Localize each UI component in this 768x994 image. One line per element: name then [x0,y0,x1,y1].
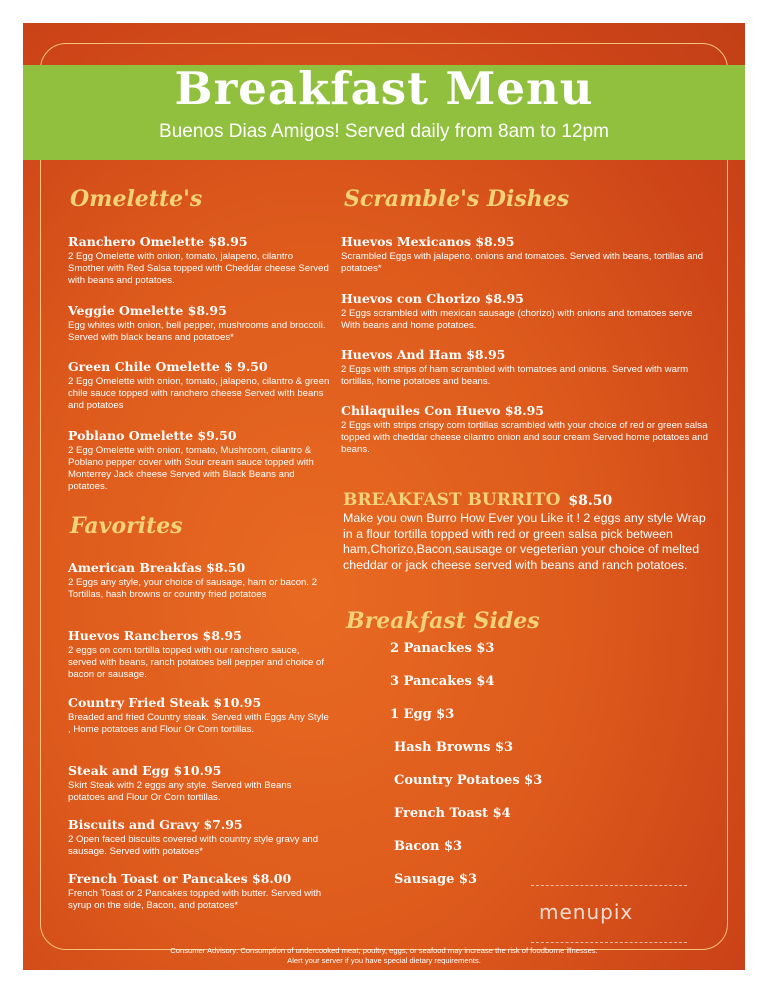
advisory-line: Alert your server if you have special dietary requirements. [287,956,481,965]
menu-item [68,359,330,412]
menu-tagline: Buenos Dias Amigos! Served daily from 8am to 12pm [159,121,609,142]
side-item: 3 Pancakes $4 [390,674,495,689]
scrambles-heading: Scramble's Dishes [344,186,570,212]
logo-text: menupix [539,900,634,924]
favorites-heading: Favorites [70,513,183,539]
item-desc: 2 Eggs with strips of ham scrambled with tomatoes and onions. Served with warm tortillas, home potatoes and beans. [341,364,689,387]
item-desc: Skirt Steak with 2 eggs any style. Served with Beans potatoes and Flour Or Corn tortillas. [68,780,292,803]
item-desc: 2 Eggs with strips crispy corn tortillas scrambled with your choice of red or green salsa topped with cheddar cheese cilantro onion and sour cream Served home potatoes and beans. [341,420,708,455]
menu-item [68,817,330,858]
menu-item [68,763,330,804]
menu-item [341,291,713,332]
item-name: Green Chile Omelette $ 9.50 [68,359,268,374]
item-desc: 2 eggs on corn tortilla topped with our ranchero sauce, served with beans, ranch potatoes bell pepper and choice of bacon or sausage. [68,645,325,680]
item-name: Huevos Rancheros $8.95 [68,628,242,643]
menu-item [341,234,713,275]
menu-item [68,871,330,912]
burrito-title [343,490,612,510]
side-item: Country Potatoes $3 [394,773,543,788]
menu-card [23,23,745,970]
item-name: Veggie Omelette $8.95 [68,303,227,318]
side-item: Bacon $3 [394,839,463,854]
menu-item [341,347,713,388]
item-name: Biscuits and Gravy $7.95 [68,817,243,832]
burrito-price: $8.50 [568,493,613,509]
side-item: Sausage $3 [394,872,477,887]
item-desc: French Toast or 2 Pancakes topped with butter. Served with syrup on the side, Bacon, and potatoes* [68,888,322,911]
sides-heading: Breakfast Sides [346,608,540,634]
item-desc: 2 Egg Omelette with onion, tomato, jalapeno, cilantro & green chile sauce topped with ranchero cheese Served with beans and potatoes [68,376,330,411]
item-desc: 2 Eggs any style, your choice of sausage, ham or bacon. 2 Tortillas, hash browns or country fried potatoes [68,577,318,600]
menu-item [68,695,330,736]
menu-item [68,628,330,681]
item-desc: 2 Eggs scrambled with mexican sausage (chorizo) with onions and tomatoes serve With beans and home potatoes. [341,308,693,331]
item-desc: 2 Open faced biscuits covered with country style gravy and sausage. Served with potatoes* [68,834,319,857]
item-name: Chilaquiles Con Huevo $8.95 [341,403,544,418]
menu-title: Breakfast Menu [174,62,594,115]
side-item: Hash Browns $3 [394,740,514,755]
item-desc: 2 Egg Omelette with onion, tomato, Mushroom, cilantro & Poblano pepper cover with Sour cream sauce topped with Monterrey Jack cheese Served with Black Beans and potatoes. [68,445,314,492]
item-name: American Breakfas $8.50 [68,560,246,575]
item-name: Poblano Omelette $9.50 [68,428,237,443]
omelettes-heading: Omelette's [70,186,203,212]
menu-item [68,303,330,344]
advisory-line: Consumer Advisory: Consumption of undercooked meat, poultry, eggs, or seafood may increase the risk of foodborne illnesses. [170,946,598,955]
side-item: 2 Panackes $3 [390,641,495,656]
item-name: Steak and Egg $10.95 [68,763,222,778]
item-desc: Breaded and fried Country steak. Served with Eggs Any Style , Home potatoes and Flour Or Corn tortillas. [68,712,329,735]
item-name: Ranchero Omelette $8.95 [68,234,248,249]
item-name: Huevos And Ham $8.95 [341,347,506,362]
side-item: French Toast $4 [394,806,511,821]
menu-item [68,234,330,287]
consumer-advisory [23,946,745,966]
menu-item [68,428,330,493]
item-name: French Toast or Pancakes $8.00 [68,871,292,886]
item-desc: 2 Egg Omelette with onion, tomato, jalapeno, cilantro Smother with Red Salsa topped with Cheddar cheese Served with beans and potatoes. [68,251,329,286]
menu-item [68,560,330,601]
burrito-desc: Make you own Burro How Ever you Like it ! 2 eggs any style Wrap in a flour tortilla topped with red or green salsa pick between ham,Chorizo,Bacon,sausage or vegeterian your choice of melted cheddar or jack cheese served with beans and ranch potatoes. [343,511,706,572]
item-name: Huevos con Chorizo $8.95 [341,291,524,306]
item-desc: Scrambled Eggs with jalapeno, onions and tomatoes. Served with beans, tortillas and potatoes* [341,251,704,274]
item-desc: Egg whites with onion, bell pepper, mushrooms and broccoli. Served with black beans and potatoes* [68,320,326,343]
menu-item [341,403,713,456]
side-item: 1 Egg $3 [390,707,455,722]
burrito-name: BREAKFAST BURRITO [343,490,561,510]
item-name: Huevos Mexicanos $8.95 [341,234,515,249]
item-name: Country Fried Steak $10.95 [68,695,262,710]
menupix-logo [531,885,687,943]
